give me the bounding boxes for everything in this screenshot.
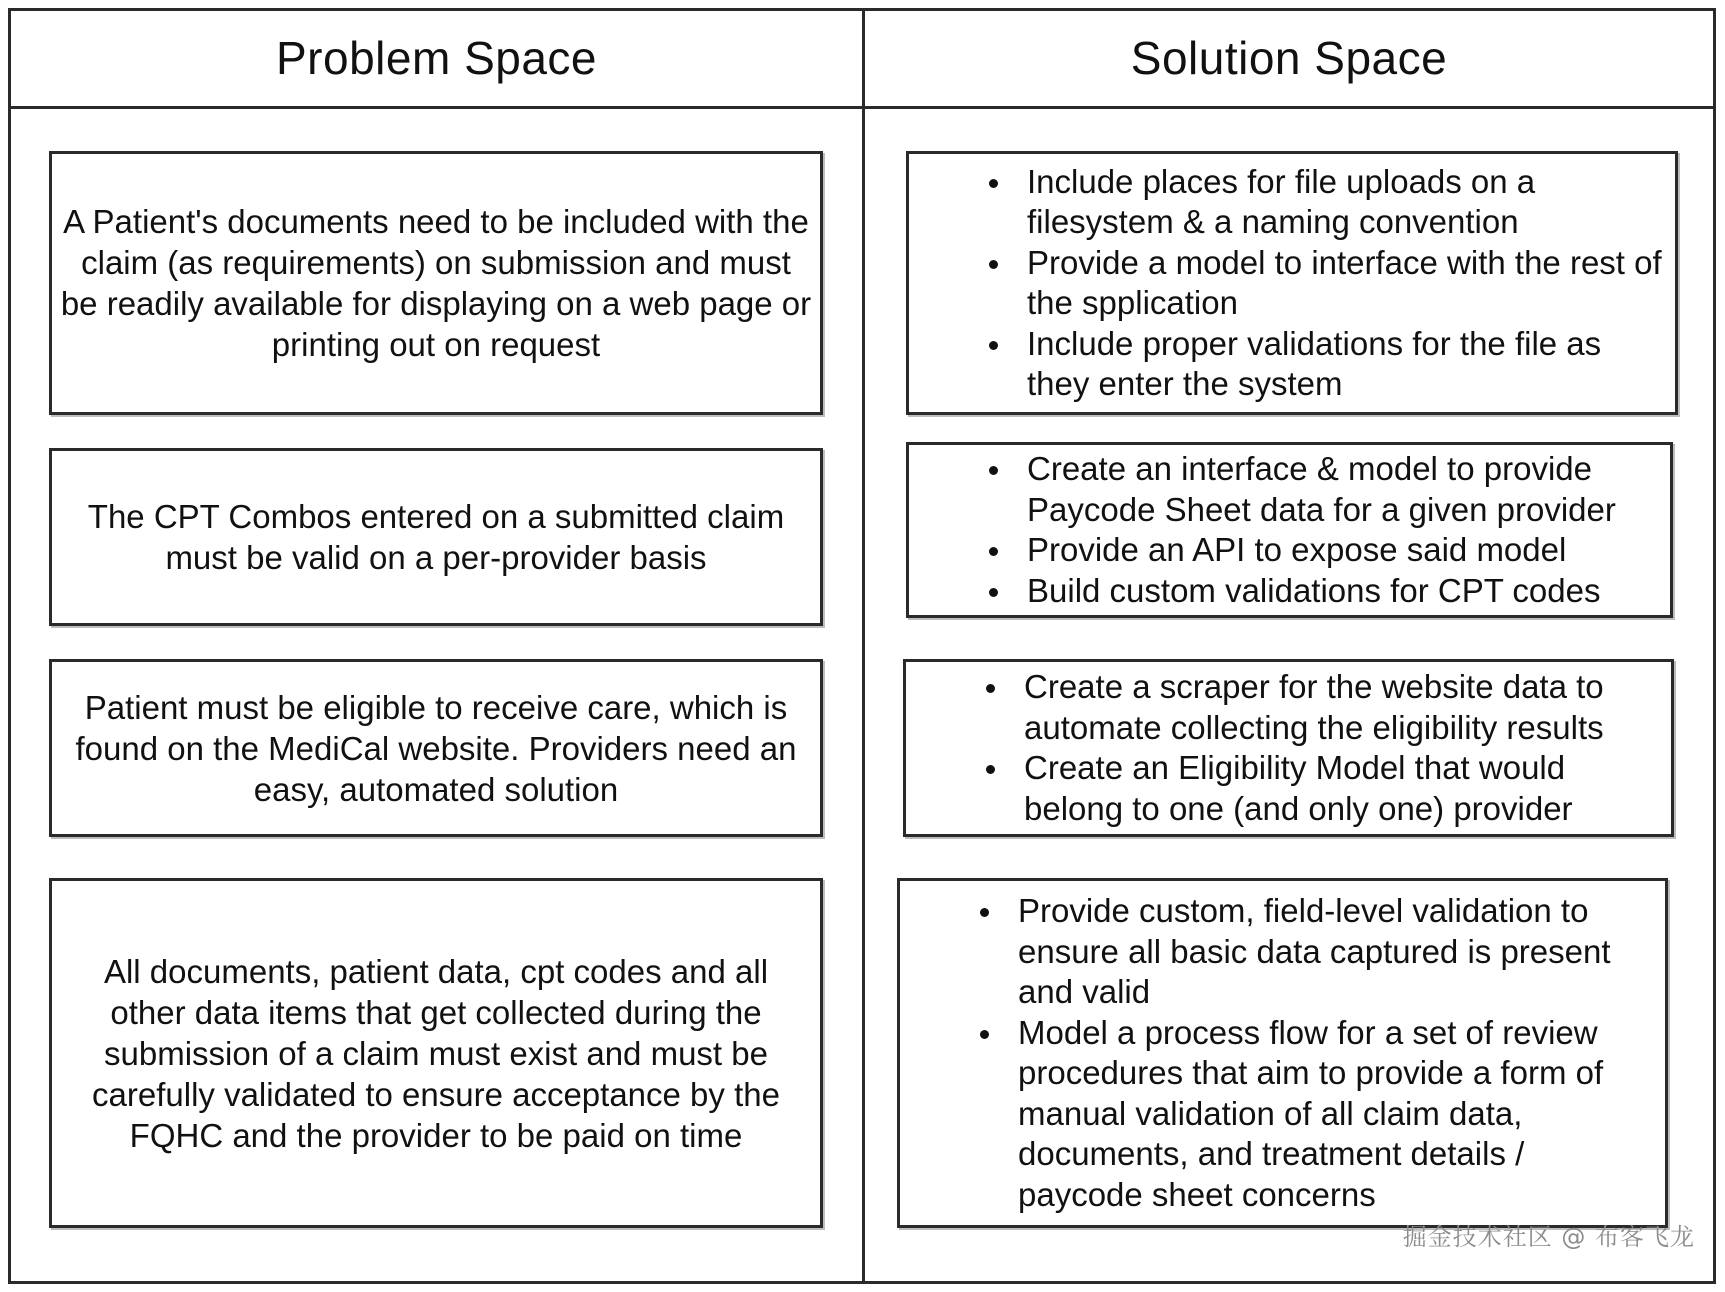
- solution-text: Provide an API to expose said model: [1027, 531, 1567, 568]
- header-divider: [8, 106, 1716, 109]
- list-item: [909, 571, 1660, 612]
- watermark: 掘金技术社区 @ 布客飞龙: [1402, 1223, 1695, 1251]
- column-divider: [862, 8, 865, 1284]
- bullet-icon: [989, 588, 998, 597]
- solution-text: Include places for file uploads on a filesystem & a naming convention: [1027, 162, 1536, 240]
- bullet-icon: [989, 341, 998, 350]
- solution-text: Create a scraper for the website data to automate collecting the eligibility results: [1024, 668, 1604, 746]
- solution-box-cpt-combos: [906, 442, 1673, 618]
- bullet-icon: [986, 765, 995, 774]
- solution-text: Include proper validations for the file as they enter the system: [1027, 324, 1602, 402]
- solution-space-header: Solution Space: [1130, 32, 1448, 84]
- list-item: [909, 449, 1660, 530]
- solution-list: [909, 449, 1660, 611]
- solution-text: Build custom validations for CPT codes: [1027, 571, 1601, 609]
- list-item: [906, 748, 1661, 829]
- solution-text: Model a process flow for a set of review procedures that aim to provide a form of manual validation of all claim data, documents, and treatment details / paycode sheet concerns: [1018, 1013, 1604, 1213]
- problem-box-validation: [49, 878, 823, 1228]
- list-item: [909, 243, 1665, 324]
- bullet-icon: [989, 260, 998, 269]
- list-item: [909, 530, 1660, 571]
- solution-list: [906, 667, 1661, 829]
- bullet-icon: [989, 466, 998, 475]
- bullet-icon: [989, 179, 998, 188]
- bullet-icon: [980, 908, 989, 917]
- bullet-icon: [989, 547, 998, 556]
- list-item: [909, 162, 1665, 243]
- solution-box-eligibility: [903, 659, 1674, 837]
- solution-list: [900, 891, 1655, 1215]
- problem-box-documents: [49, 151, 823, 415]
- solution-text: Provide a model to interface with the rest of the spplication: [1027, 243, 1662, 321]
- list-item: [909, 324, 1665, 405]
- solution-text: Create an Eligibility Model that would belong to one (and only one) provider: [1024, 749, 1573, 827]
- problem-text: Patient must be eligible to receive care, which is found on the MediCal website. Providers need an easy, automated solution: [75, 688, 797, 808]
- bullet-icon: [986, 684, 995, 693]
- solution-text: Provide custom, field-level validation to ensure all basic data captured is present and valid: [1018, 892, 1611, 1010]
- list-item: [906, 667, 1661, 748]
- problem-box-cpt-combos: [49, 448, 823, 626]
- bullet-icon: [980, 1030, 989, 1039]
- solution-box-documents: [906, 151, 1678, 415]
- list-item: [900, 891, 1655, 1013]
- list-item: [900, 1013, 1655, 1216]
- solution-box-validation: [897, 878, 1668, 1228]
- problem-text: A Patient's documents need to be included with the claim (as requirements) on submission and must be readily available for displaying on a web page or printing out on request: [60, 203, 812, 363]
- problem-space-header: Problem Space: [276, 32, 597, 84]
- problem-box-eligibility: [49, 659, 823, 837]
- solution-text: Create an interface & model to provide Paycode Sheet data for a given provider: [1027, 450, 1616, 528]
- solution-list: [909, 162, 1665, 405]
- problem-text: All documents, patient data, cpt codes and all other data items that get collected during the submission of a claim must exist and must be carefully validated to ensure acceptance by the FQHC and the provider to be paid on time: [92, 952, 780, 1154]
- problem-text: The CPT Combos entered on a submitted claim must be valid on a per-provider basis: [87, 498, 785, 576]
